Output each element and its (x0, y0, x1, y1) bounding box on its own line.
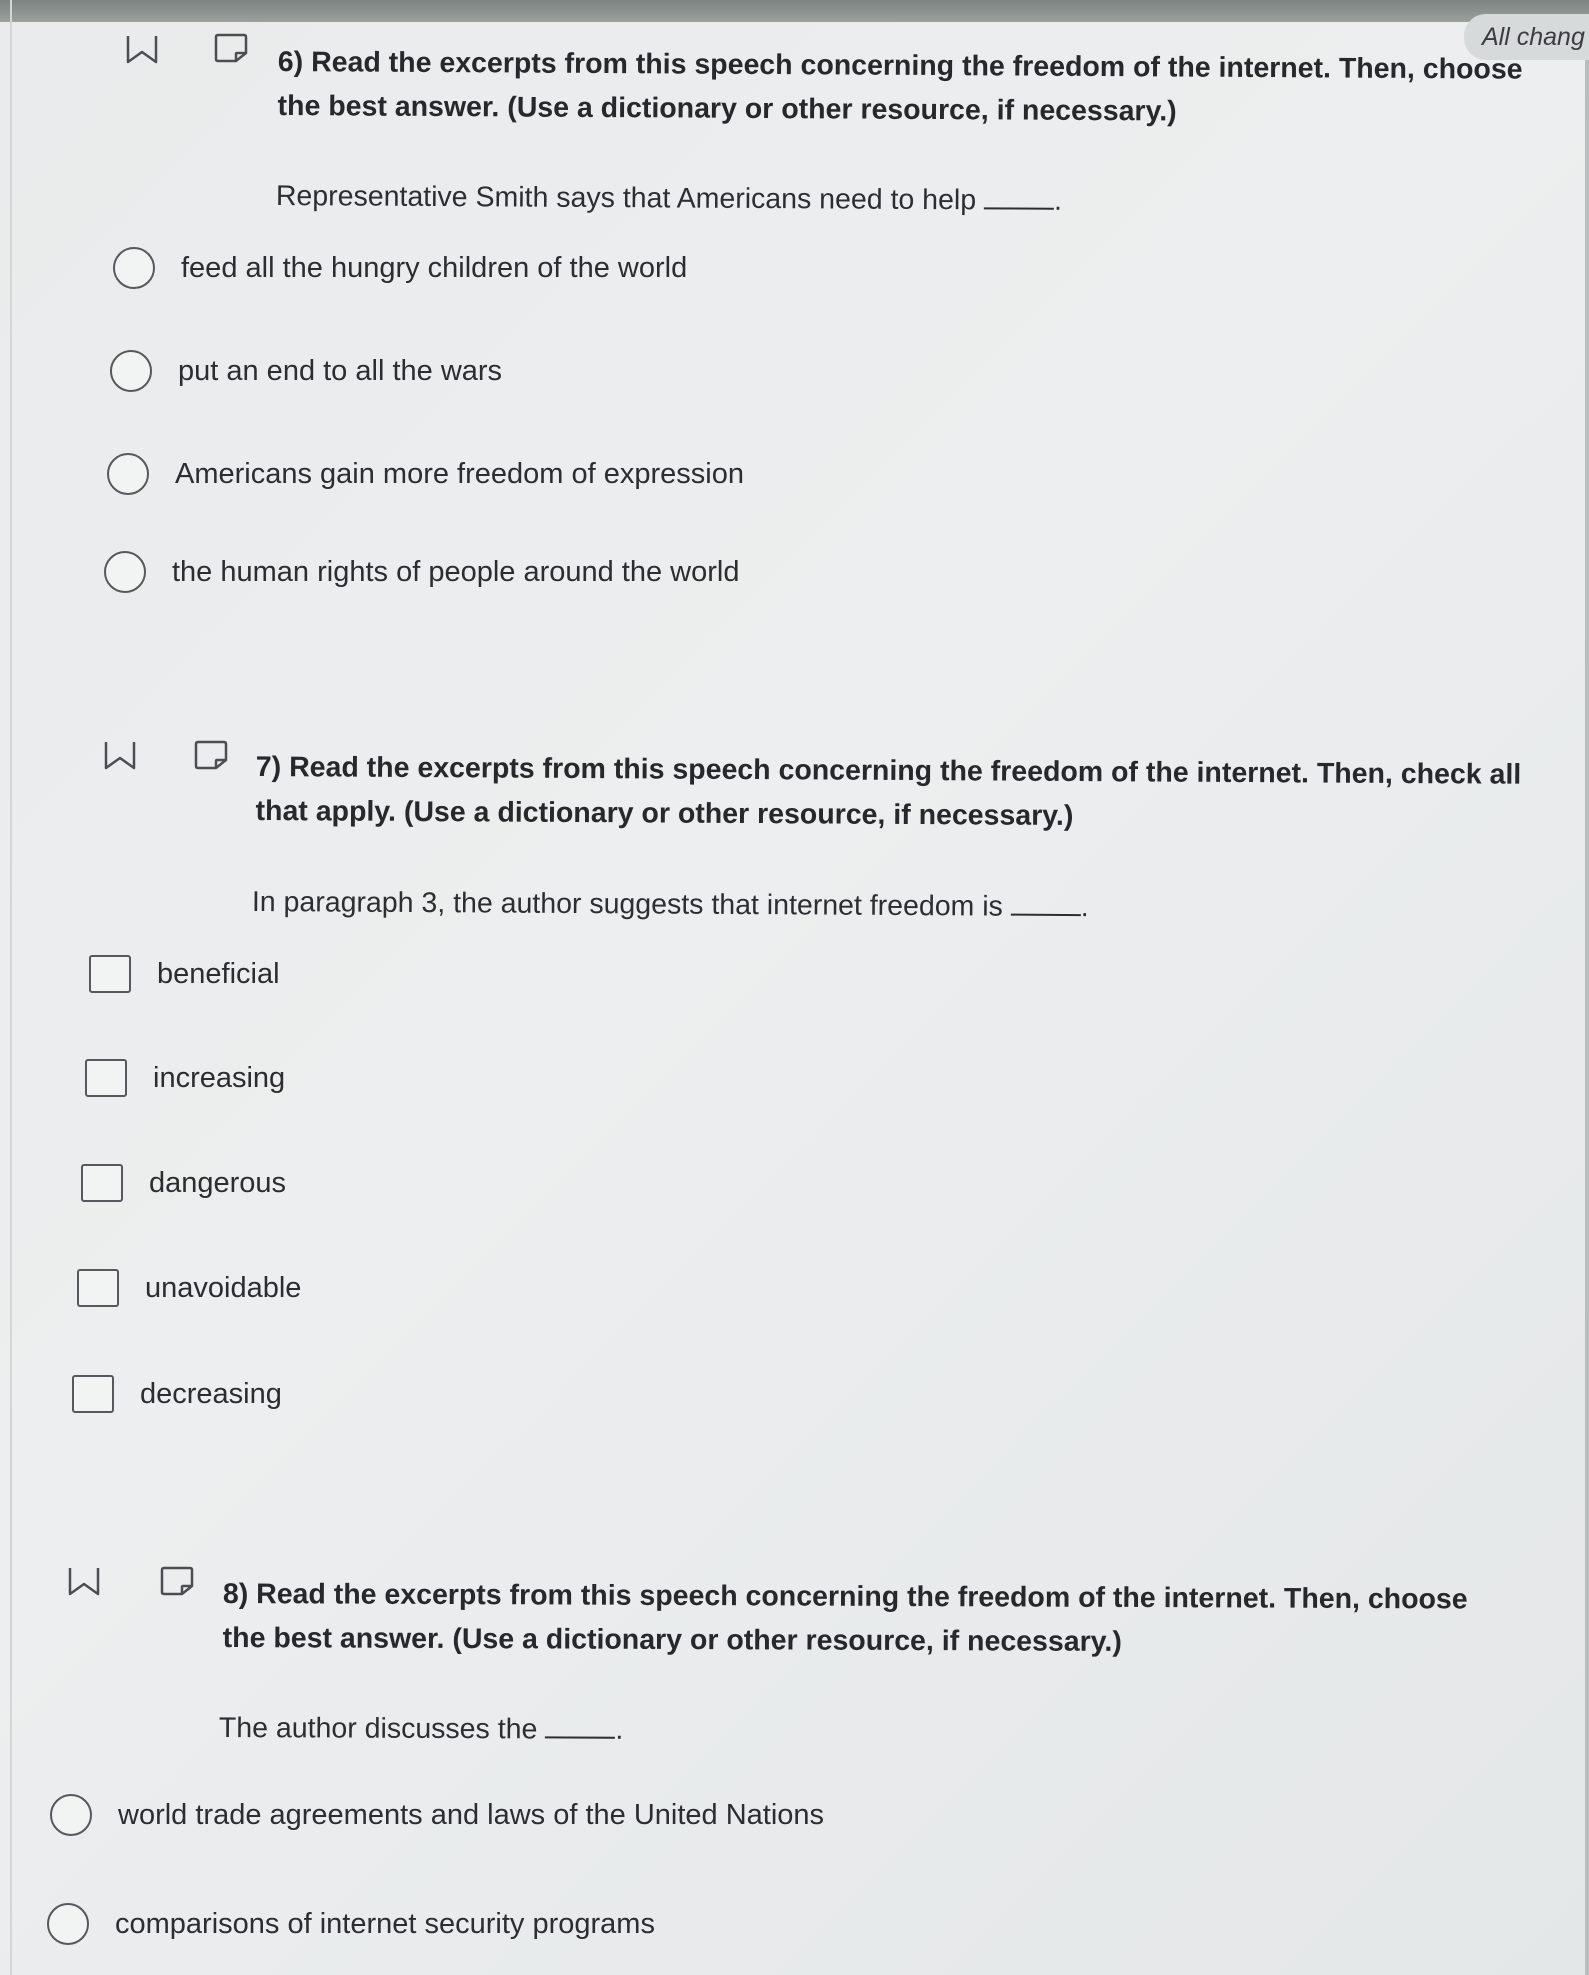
bookmark-icon[interactable] (68, 1566, 100, 1596)
note-icon[interactable] (214, 33, 248, 63)
answer-option[interactable] (72, 1368, 282, 1420)
checkbox[interactable] (77, 1269, 119, 1307)
answer-option[interactable] (89, 948, 280, 1000)
answer-option[interactable] (113, 242, 687, 294)
status-chip: All chang (1464, 14, 1589, 60)
answer-option[interactable] (110, 345, 502, 397)
option-label: beneficial (157, 957, 280, 990)
answer-option[interactable] (81, 1157, 286, 1209)
question-prompt: 8) Read the excerpts from this speech concerning the freedom of the internet. Then, choose the best answer. (Use a dictionary or other resource, if necessary.) (222, 1578, 1468, 1658)
stem-text: In paragraph 3, the author suggests that internet freedom is (251, 886, 1003, 923)
option-label: Americans gain more freedom of expression (175, 457, 744, 490)
checkbox[interactable] (89, 955, 131, 993)
option-label: decreasing (140, 1377, 282, 1410)
stem-text: Representative Smith says that Americans need to help (275, 180, 977, 217)
note-icon[interactable] (194, 740, 228, 770)
answer-option[interactable] (50, 1789, 824, 1841)
question-stem (276, 180, 1062, 218)
question-stem (252, 886, 1089, 924)
question-prompt: 7) Read the excerpts from this speech concerning the freedom of the internet. Then, check all that apply. (Use a dictionary or other resource, if necessary.) (255, 750, 1522, 832)
bookmark-icon[interactable] (126, 34, 158, 64)
option-label: feed all the hungry children of the world (181, 251, 688, 284)
option-label: the human rights of people around the world (172, 555, 740, 588)
radio-button[interactable] (47, 1903, 89, 1945)
answer-blank (1011, 914, 1081, 916)
checkbox[interactable] (85, 1059, 127, 1097)
radio-button[interactable] (107, 453, 149, 495)
checkbox[interactable] (81, 1164, 123, 1202)
stem-end: . (615, 1713, 624, 1746)
answer-blank (984, 207, 1054, 209)
scrollbar-track[interactable] (1585, 60, 1589, 1975)
question-prompt: 6) Read the excerpts from this speech concerning the freedom of the internet. Then, choose the best answer. (Use a dictionary or other resource, if necessary.) (277, 45, 1523, 128)
answer-option[interactable] (107, 448, 744, 500)
option-label: dangerous (149, 1166, 287, 1199)
top-bar (0, 0, 1589, 22)
radio-button[interactable] (110, 350, 152, 392)
answer-blank (545, 1736, 615, 1738)
radio-button[interactable] (50, 1794, 92, 1836)
bookmark-icon[interactable] (104, 740, 136, 770)
note-icon[interactable] (160, 1566, 194, 1596)
option-label: put an end to all the wars (178, 354, 503, 387)
option-label: world trade agreements and laws of the United Nations (118, 1798, 825, 1831)
checkbox[interactable] (72, 1375, 114, 1413)
radio-button[interactable] (104, 551, 146, 593)
page-edge (10, 0, 12, 1975)
option-label: unavoidable (145, 1271, 302, 1304)
stem-end: . (1054, 184, 1063, 217)
answer-option[interactable] (104, 546, 739, 598)
stem-text: The author discusses the (218, 1712, 538, 1746)
option-label: comparisons of internet security programs (115, 1907, 655, 1940)
stem-end: . (1080, 891, 1089, 924)
answer-option[interactable] (77, 1262, 301, 1314)
option-label: increasing (153, 1061, 286, 1094)
radio-button[interactable] (113, 247, 155, 289)
answer-option[interactable] (85, 1052, 285, 1104)
question-stem (219, 1712, 623, 1747)
answer-option[interactable] (47, 1898, 655, 1950)
